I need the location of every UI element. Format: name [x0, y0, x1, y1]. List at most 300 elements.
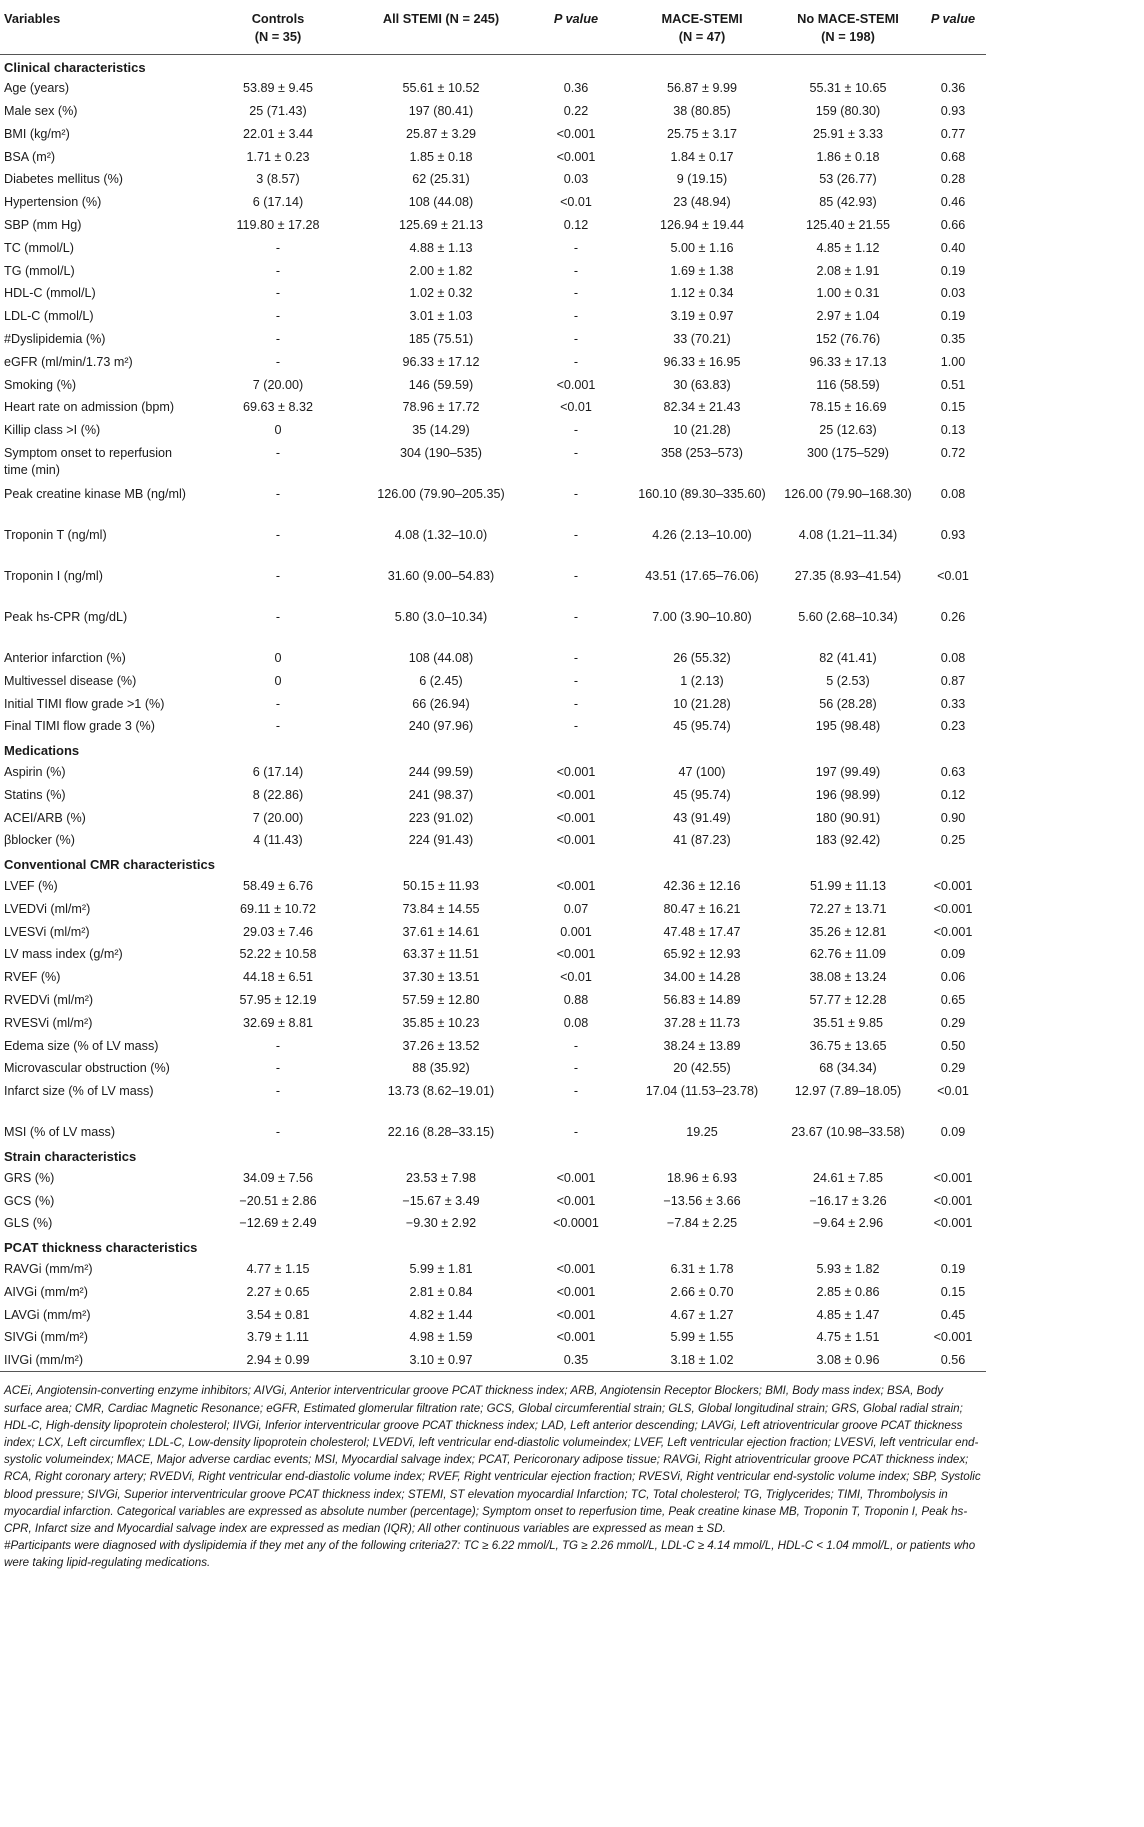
row-value: 4.85 ± 1.47	[816, 1307, 880, 1322]
table-row	[0, 1057, 986, 1080]
section-row	[0, 738, 986, 761]
row-value: 4 (11.43)	[253, 833, 303, 848]
row-value: 55.61 ± 10.52	[402, 81, 480, 96]
row-value: 304 (190–535)	[400, 446, 482, 461]
row-value: 5.99 ± 1.55	[670, 1330, 734, 1345]
row-value: 88 (35.92)	[412, 1061, 470, 1076]
row-value: 53 (26.77)	[819, 172, 877, 187]
table-row	[0, 1326, 986, 1349]
row-value: 0.13	[940, 423, 966, 438]
section-row	[0, 852, 986, 875]
row-value: 85 (42.93)	[819, 195, 877, 210]
row-label: Initial TIMI flow grade >1 (%)	[4, 696, 165, 711]
row-label: RVEF (%)	[4, 970, 61, 985]
row-value: 23.53 ± 7.98	[406, 1170, 476, 1185]
row-value: -	[573, 569, 579, 584]
row-value: 25 (71.43)	[249, 104, 307, 119]
row-value: <0.001	[933, 1216, 973, 1231]
row-label: ACEI/ARB (%)	[4, 810, 86, 825]
table-row	[0, 1190, 986, 1213]
row-value: <0.01	[937, 1084, 969, 1099]
row-value: 0.07	[563, 901, 589, 916]
table-row	[0, 565, 986, 606]
row-value: 63.37 ± 11.51	[402, 947, 479, 962]
header-mace-stemi	[628, 0, 776, 55]
row-value: 4.26 (2.13–10.00)	[652, 528, 752, 543]
row-value: 223 (91.02)	[408, 810, 474, 825]
row-value: 1.00 ± 0.31	[816, 286, 880, 301]
row-value: 3.54 ± 0.81	[246, 1307, 310, 1322]
row-value: 0.03	[563, 172, 589, 187]
row-value: <0.001	[556, 765, 596, 780]
row-value: 0.08	[563, 1015, 589, 1030]
row-value: 3.19 ± 0.97	[670, 309, 734, 324]
row-label: SIVGi (mm/m²)	[4, 1330, 88, 1345]
table-row	[0, 123, 986, 146]
section-heading: Strain characteristics	[4, 1148, 137, 1164]
row-value: 0.65	[940, 993, 966, 1007]
row-value: 45 (95.74)	[673, 787, 731, 802]
row-label: GCS (%)	[4, 1193, 55, 1208]
row-value: -	[573, 528, 579, 543]
row-value: 1.85 ± 0.18	[409, 149, 473, 164]
row-value: 5.99 ± 1.81	[409, 1261, 473, 1276]
row-value: 9 (19.15)	[676, 172, 728, 187]
row-value: 0.63	[940, 765, 966, 780]
row-label: Hypertension (%)	[4, 195, 102, 210]
row-label: LVESVi (ml/m²)	[4, 924, 90, 939]
row-value: -	[573, 1061, 579, 1076]
row-value: <0.001	[556, 126, 596, 141]
row-value: 0.77	[940, 126, 966, 141]
row-value: -	[275, 1061, 281, 1076]
row-value: 66 (26.94)	[412, 696, 470, 711]
row-value: 25.75 ± 3.17	[667, 126, 737, 141]
row-label: Statins (%)	[4, 787, 66, 802]
row-label: βblocker (%)	[4, 833, 75, 848]
row-value: 20 (42.55)	[673, 1061, 731, 1076]
row-value: 5.00 ± 1.16	[670, 240, 734, 255]
row-value: 241 (98.37)	[408, 787, 474, 802]
row-value: <0.01	[560, 970, 592, 985]
row-value: <0.001	[556, 1170, 596, 1185]
table-row	[0, 647, 986, 670]
row-value: 36.75 ± 13.65	[809, 1038, 887, 1053]
table-row	[0, 898, 986, 921]
row-value: -	[573, 696, 579, 711]
row-value: 23.67 (10.98–33.58)	[791, 1125, 905, 1140]
section-heading: Conventional CMR characteristics	[4, 857, 215, 873]
row-value: 0	[274, 423, 282, 438]
row-value: 7 (20.00)	[252, 810, 304, 825]
row-value: 0.19	[940, 1261, 966, 1276]
row-value: 62 (25.31)	[412, 172, 470, 187]
row-value: 1.84 ± 0.17	[670, 149, 734, 164]
row-value: 38.24 ± 13.89	[663, 1038, 741, 1053]
row-value: 197 (99.49)	[815, 765, 881, 780]
row-value: -	[573, 719, 579, 734]
row-value: -	[275, 446, 281, 461]
row-value: 1.00	[940, 354, 966, 369]
section-heading: Clinical characteristics	[4, 60, 146, 75]
row-value: 65.92 ± 12.93	[663, 947, 741, 962]
row-value: −7.84 ± 2.25	[666, 1216, 738, 1231]
row-value: 0.15	[940, 400, 966, 415]
row-value: 23 (48.94)	[673, 195, 731, 210]
row-value: 0.51	[940, 377, 966, 392]
row-value: 0.29	[940, 1015, 966, 1030]
row-value: 5.60 (2.68–10.34)	[798, 610, 898, 625]
row-value: 13.73 (8.62–19.01)	[387, 1084, 495, 1099]
header-p-value-label: P value	[553, 11, 599, 26]
table-row	[0, 1304, 986, 1327]
row-value: -	[573, 332, 579, 347]
table-row	[0, 524, 986, 565]
row-value: -	[573, 423, 579, 438]
row-value: 195 (98.48)	[815, 719, 881, 734]
table-row	[0, 784, 986, 807]
row-label: Infarct size (% of LV mass)	[4, 1084, 154, 1099]
row-value: 0.35	[940, 332, 966, 347]
table-header	[0, 0, 986, 55]
row-value: 4.08 (1.21–11.34)	[798, 528, 898, 543]
row-value: 0.12	[940, 787, 966, 802]
row-value: 10 (21.28)	[673, 423, 731, 438]
row-value: 57.59 ± 12.80	[402, 993, 480, 1007]
row-value: 50.15 ± 11.93	[402, 879, 479, 894]
row-value: 35.26 ± 12.81	[809, 924, 887, 939]
row-value: 4.08 (1.32–10.0)	[394, 528, 488, 543]
row-value: 78.96 ± 17.72	[402, 400, 480, 415]
row-value: -	[275, 1125, 281, 1140]
row-value: 126.00 (79.90–205.35)	[377, 487, 505, 502]
row-value: -	[573, 354, 579, 369]
row-value: 41 (87.23)	[673, 833, 731, 848]
header-no-mace-label: No MACE-STEMI	[797, 11, 899, 26]
section-row	[0, 1235, 986, 1258]
row-value: 53.89 ± 9.45	[243, 81, 313, 96]
row-value: -	[573, 610, 579, 625]
table-row	[0, 1212, 986, 1235]
row-value: <0.001	[933, 879, 973, 894]
row-value: 37.30 ± 13.51	[402, 970, 480, 985]
row-value: 30 (63.83)	[673, 377, 731, 392]
row-value: 126.00 (79.90–168.30)	[784, 487, 912, 502]
row-value: −16.17 ± 3.26	[809, 1193, 887, 1208]
row-value: 51.99 ± 11.13	[809, 879, 886, 894]
row-value: 38 (80.85)	[673, 104, 731, 119]
table-row	[0, 351, 986, 374]
row-value: -	[275, 569, 281, 584]
row-value: 2.81 ± 0.84	[409, 1284, 473, 1299]
row-value: <0.001	[556, 1307, 596, 1322]
section-row	[0, 55, 986, 78]
row-value: 0.19	[940, 309, 966, 324]
header-controls-label: Controls	[251, 11, 305, 26]
row-label: Troponin T (ng/ml)	[4, 528, 107, 543]
row-value: 0.06	[940, 970, 966, 985]
row-value: 43 (91.49)	[673, 810, 731, 825]
row-value: 0.46	[940, 195, 966, 210]
row-value: -	[573, 240, 579, 255]
row-value: 0.23	[940, 719, 966, 734]
row-value: 0.19	[940, 263, 966, 278]
row-value: 0	[274, 673, 282, 688]
table-row	[0, 77, 986, 100]
row-value: 0.33	[940, 696, 966, 711]
row-value: 69.63 ± 8.32	[243, 400, 313, 415]
row-value: -	[275, 487, 281, 502]
row-value: 10 (21.28)	[673, 696, 731, 711]
row-value: 42.36 ± 12.16	[663, 879, 741, 894]
row-value: <0.001	[556, 810, 596, 825]
row-value: <0.01	[937, 569, 969, 584]
row-value: 160.10 (89.30–335.60)	[638, 487, 766, 502]
table-row	[0, 921, 986, 944]
table-row	[0, 1281, 986, 1304]
row-value: -	[275, 610, 281, 625]
row-value: 96.33 ± 17.12	[402, 354, 480, 369]
row-value: <0.01	[560, 195, 592, 210]
table-row	[0, 1349, 986, 1372]
row-value: 6 (17.14)	[252, 765, 304, 780]
row-value: 0.08	[940, 487, 966, 502]
row-value: 0.93	[940, 528, 966, 543]
table-row	[0, 100, 986, 123]
row-value: 2.27 ± 0.65	[246, 1284, 310, 1299]
table-row	[0, 442, 986, 483]
row-value: 29.03 ± 7.46	[243, 924, 313, 939]
row-value: -	[275, 263, 281, 278]
footnote-abbreviations: ACEi, Angiotensin-converting enzyme inhibitors; AIVGi, Anterior interventricular groove PCAT thickness index; ARB, Angiotensin Receptor Blockers; BMI, Body mass index; BSA, Body surface area; CMR, Cardiac Magnetic Resonance; eGFR, Estimated glomerular filtration rate; GCS, Global circumferential strain; GLS, Global longitudinal strain; GRS, Global radial strain; HDL-C, High-density lipoprotein cholesterol; IIVGi, Inferior interventricular groove PCAT thickness index; LAD, Left anterior descending; LAVGi, Left atrioventricular groove PCAT thickness index; LCX, Left circumflex; LDL-C, Low-density lipoprotein cholesterol; LVEDVi, left ventricular end-diastolic volumeindex; LVEF, Left ventricular ejection fraction; LVESVi, left ventricular end-systolic volumeindex; MACE, Major adverse cardiac events; MSI, Myocardial salvage index; PCAT, Pericoronary adipose tissue; RAVGi, Right atrioventricular groove PCAT thickness index; RCA, Right coronary artery; RVEDVi, Right ventricular end-diastolic volume index; RVEF, Right ventricular ejection fraction; RVESVi, Right ventricular end-systolic volume index; SBP, Systolic blood pressure; SIVGi, Superior interventricular groove PCAT thickness index; STEMI, ST elevation myocardial Infarction; TC, Total cholesterol; TG, Triglycerides; TIMI, Thrombolysis in myocardial infarction. Categorical variables are expressed as absolute number (percentage); Symptom onset to reperfusion time, Peak creatine kinase MB, Troponin T, Troponin I, Peak hs-CPR, Infarct size and Myocardial salvage index are expressed as median (IQR); All other continuous variables are expressed as mean ± SD.	[4, 1384, 981, 1536]
row-value: 44.18 ± 6.51	[243, 970, 313, 985]
row-value: 146 (59.59)	[408, 377, 474, 392]
row-value: 3.79 ± 1.11	[247, 1330, 309, 1345]
row-value: 240 (97.96)	[408, 719, 474, 734]
row-label: LAVGi (mm/m²)	[4, 1307, 91, 1322]
row-value: -	[275, 696, 281, 711]
row-value: 0.03	[940, 286, 966, 301]
row-label: Male sex (%)	[4, 104, 78, 119]
row-value: 4.88 ± 1.13	[409, 240, 473, 255]
row-value: 56 (28.28)	[819, 696, 877, 711]
row-value: <0.001	[556, 1261, 596, 1276]
row-label: GRS (%)	[4, 1170, 55, 1185]
row-value: 26 (55.32)	[673, 651, 731, 666]
table-row	[0, 606, 986, 647]
table-row	[0, 989, 986, 1012]
table-row	[0, 282, 986, 305]
row-value: 0.40	[940, 240, 966, 255]
row-value: -	[275, 1084, 281, 1099]
row-value: 69.11 ± 10.72	[239, 901, 316, 916]
row-value: 73.84 ± 14.55	[402, 901, 480, 916]
row-value: 1.12 ± 0.34	[670, 286, 734, 301]
row-label: Peak hs-CPR (mg/dL)	[4, 610, 128, 625]
row-value: 34.00 ± 14.28	[663, 970, 741, 985]
row-value: 196 (98.99)	[815, 787, 881, 802]
table-row	[0, 829, 986, 852]
row-value: −20.51 ± 2.86	[239, 1193, 317, 1208]
header-controls	[198, 0, 358, 55]
header-p-value	[524, 0, 628, 55]
row-value: 185 (75.51)	[408, 332, 474, 347]
row-label: RVEDVi (ml/m²)	[4, 993, 94, 1007]
row-value: -	[573, 263, 579, 278]
row-value: 108 (44.08)	[408, 651, 474, 666]
row-label: SBP (mm Hg)	[4, 218, 82, 233]
row-value: 32.69 ± 8.81	[243, 1015, 313, 1030]
section-heading: PCAT thickness characteristics	[4, 1240, 198, 1256]
row-label: #Dyslipidemia (%)	[4, 332, 106, 347]
header-controls-n: (N = 35)	[254, 29, 302, 44]
row-label: Multivessel disease (%)	[4, 673, 137, 688]
section-row	[0, 1144, 986, 1167]
row-value: −15.67 ± 3.49	[402, 1193, 480, 1208]
row-value: 0.36	[563, 81, 589, 96]
row-label: GLS (%)	[4, 1216, 53, 1231]
table-row	[0, 305, 986, 328]
row-value: <0.0001	[553, 1216, 599, 1231]
row-value: 125.69 ± 21.13	[399, 218, 483, 233]
row-value: 25.91 ± 3.33	[813, 126, 883, 141]
table-row	[0, 419, 986, 442]
row-value: 1.69 ± 1.38	[670, 263, 734, 278]
row-value: -	[573, 1084, 579, 1099]
table-row	[0, 1080, 986, 1121]
row-value: 4.67 ± 1.27	[670, 1307, 734, 1322]
row-value: 82.34 ± 21.43	[663, 400, 741, 415]
row-value: <0.001	[933, 1193, 973, 1208]
table-row	[0, 693, 986, 716]
table-row	[0, 483, 986, 524]
header-p-value-2-label: P value	[930, 11, 976, 26]
row-value: 12.97 (7.89–18.05)	[794, 1084, 902, 1099]
row-value: 2.94 ± 0.99	[198, 1349, 358, 1372]
row-value: 180 (90.91)	[815, 810, 881, 825]
row-value: 2.00 ± 1.82	[409, 263, 473, 278]
table-row	[0, 146, 986, 169]
row-value: -	[275, 1038, 281, 1053]
row-value: 0.08	[940, 651, 966, 666]
row-value: 72.27 ± 13.71	[809, 901, 887, 916]
row-value: <0.001	[556, 377, 596, 392]
row-value: <0.01	[560, 400, 592, 415]
row-value: <0.001	[933, 1170, 973, 1185]
row-value: 1.71 ± 0.23	[246, 149, 310, 164]
row-value: 25 (12.63)	[819, 423, 877, 438]
footnote-dyslipidemia: #Participants were diagnosed with dyslipidemia if they met any of the following criteria27: TC ≥ 6.22 mmol/L, TG ≥ 2.26 mmol/L, LDL-C ≥ 4.14 mmol/L, HDL-C < 1.04 mmol/L, or patients who were taking lipid-regulating medications.	[4, 1539, 976, 1570]
row-label: Microvascular obstruction (%)	[4, 1061, 170, 1076]
table-row	[0, 328, 986, 351]
row-value: 1.02 ± 0.32	[409, 286, 473, 301]
row-value: 6 (2.45)	[419, 673, 463, 688]
row-value: -	[573, 673, 579, 688]
row-value: 96.33 ± 16.95	[663, 354, 741, 369]
row-value: <0.001	[933, 901, 973, 916]
row-value: 58.49 ± 6.76	[243, 879, 313, 894]
row-label: BMI (kg/m²)	[4, 126, 70, 141]
row-value: 7.00 (3.90–10.80)	[652, 610, 752, 625]
row-value: <0.001	[556, 149, 596, 164]
row-value: 6.31 ± 1.78	[670, 1261, 734, 1276]
row-value: 0.87	[940, 673, 966, 688]
row-value: 0.36	[940, 81, 966, 96]
row-label: Symptom onset to reperfusion time (min)	[4, 446, 172, 478]
row-value: 0.72	[940, 446, 966, 461]
row-value: <0.001	[556, 833, 596, 848]
table-row	[0, 875, 986, 898]
row-label: HDL-C (mmol/L)	[4, 286, 96, 301]
row-value: 0.90	[940, 810, 966, 825]
row-value: 0.50	[940, 1038, 966, 1053]
row-value: 224 (91.43)	[408, 833, 474, 848]
row-value: 0.09	[940, 1125, 966, 1140]
row-value: 80.47 ± 16.21	[663, 901, 741, 916]
row-value: 4.82 ± 1.44	[409, 1307, 473, 1322]
row-value: 2.85 ± 0.86	[816, 1284, 880, 1299]
row-value: 0.15	[940, 1284, 966, 1299]
table-row	[0, 807, 986, 830]
row-value: 1 (2.13)	[680, 673, 724, 688]
row-value: 1.86 ± 0.18	[816, 149, 880, 164]
row-value: −13.56 ± 3.66	[663, 1193, 741, 1208]
row-value: -	[275, 309, 281, 324]
row-value: -	[573, 286, 579, 301]
table-body	[0, 55, 986, 1372]
row-value: 82 (41.41)	[819, 651, 877, 666]
table-footnote	[0, 1372, 986, 1571]
row-value: 34.09 ± 7.56	[243, 1170, 313, 1185]
table-row	[0, 670, 986, 693]
header-variables: Variables	[0, 0, 198, 55]
table-row	[0, 1258, 986, 1281]
row-value: 0.68	[940, 149, 966, 164]
row-value: -	[573, 1038, 579, 1053]
row-value: -	[275, 719, 281, 734]
row-value: 8 (22.86)	[252, 787, 304, 802]
row-label: Heart rate on admission (bpm)	[4, 400, 175, 415]
row-label: Smoking (%)	[4, 377, 77, 392]
row-value: 4.77 ± 1.15	[246, 1261, 310, 1276]
row-value: 4.85 ± 1.12	[816, 240, 880, 255]
table-row	[0, 1167, 986, 1190]
row-value: 0	[274, 651, 282, 666]
table-row	[0, 214, 986, 237]
row-value: 5 (2.53)	[826, 673, 870, 688]
row-value: 68 (34.34)	[819, 1061, 877, 1076]
row-value: −9.30 ± 2.92	[405, 1216, 477, 1231]
table-row	[0, 1035, 986, 1058]
row-value: 300 (175–529)	[807, 446, 889, 461]
row-value: <0.001	[556, 947, 596, 962]
row-value: 126.94 ± 19.44	[660, 218, 744, 233]
row-value: 5.80 (3.0–10.34)	[394, 610, 488, 625]
row-value: 3.10 ± 0.97	[358, 1349, 524, 1372]
row-label: Final TIMI flow grade 3 (%)	[4, 719, 155, 734]
row-value: 4.75 ± 1.51	[816, 1330, 880, 1345]
row-value: <0.001	[556, 787, 596, 802]
row-label: BSA (m²)	[4, 149, 56, 164]
row-value: 78.15 ± 16.69	[809, 400, 887, 415]
header-mace-n: (N = 47)	[678, 29, 726, 44]
row-value: 47.48 ± 17.47	[663, 924, 741, 939]
row-value: 3.18 ± 1.02	[628, 1349, 776, 1372]
row-value: 152 (76.76)	[815, 332, 881, 347]
row-value: 45 (95.74)	[673, 719, 731, 734]
row-value: 6 (17.14)	[252, 195, 304, 210]
row-value: 125.40 ± 21.55	[806, 218, 890, 233]
